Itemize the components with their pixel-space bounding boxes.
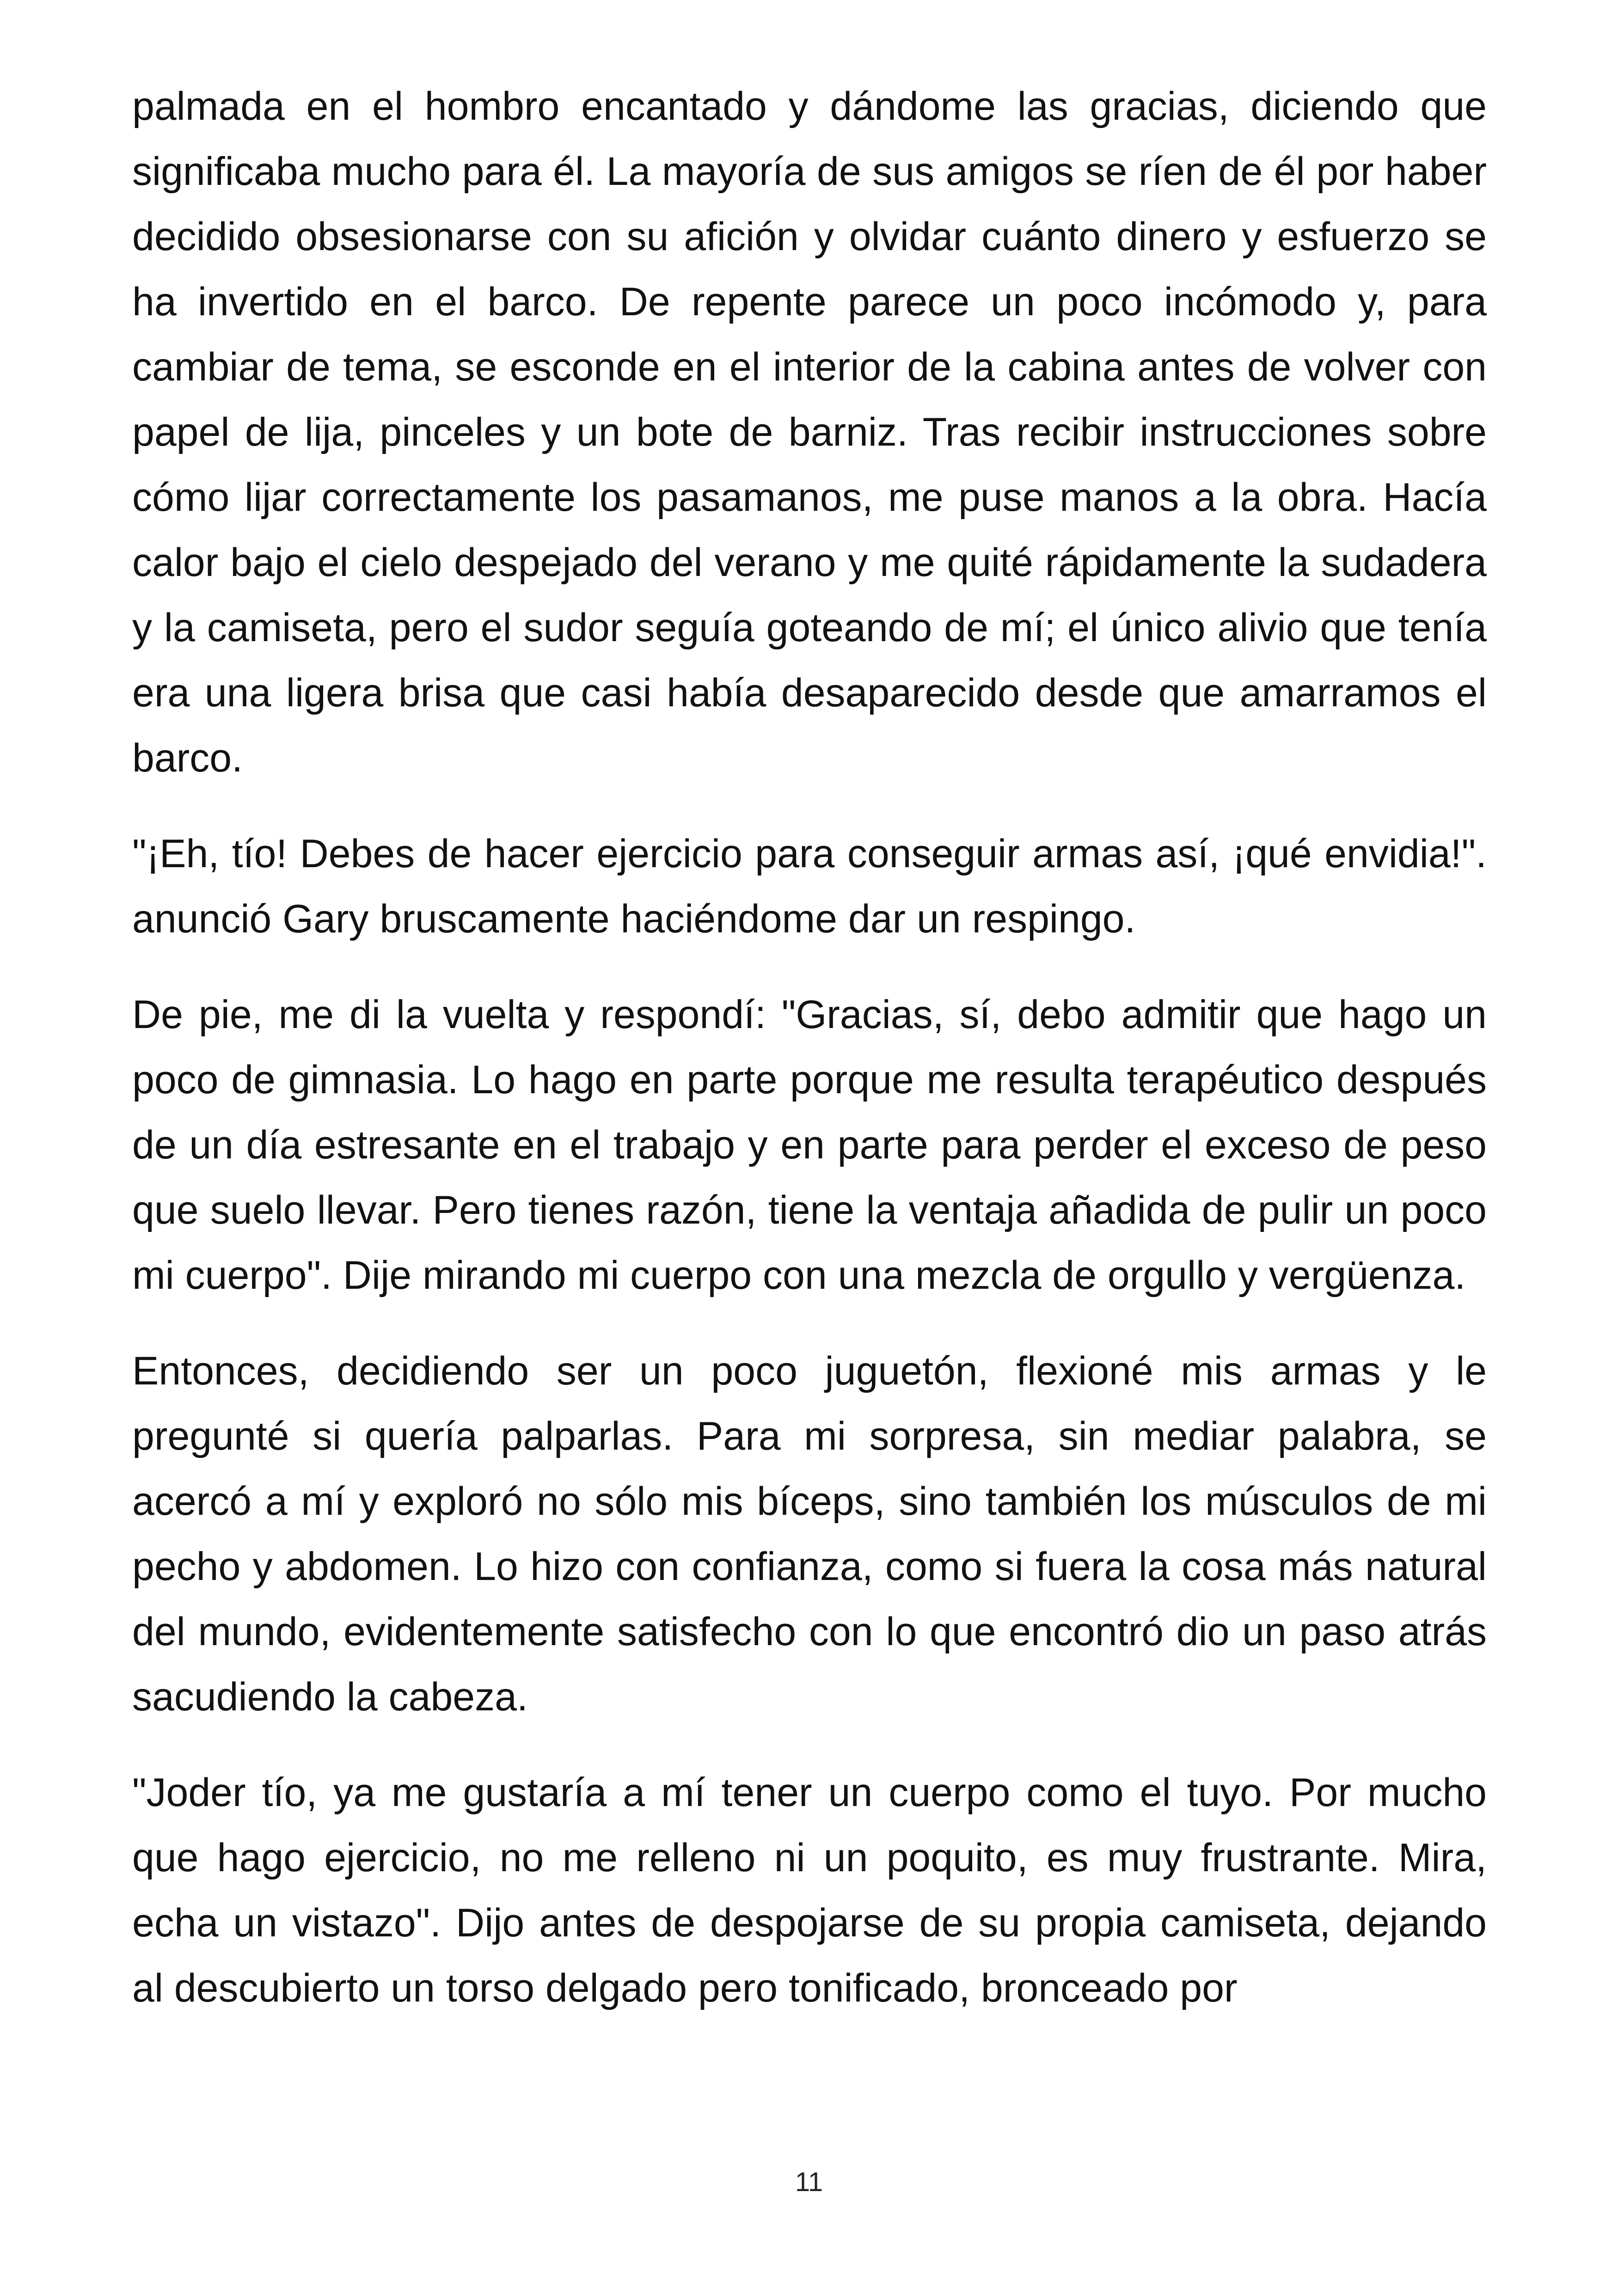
- page-number: 11: [795, 2167, 823, 2197]
- paragraph-5: "Joder tío, ya me gustaría a mí tener un cuerpo como el tuyo. Por mucho que hago ejercicio, no me relleno ni un poquito, es muy frustrante. Mira, echa un vistazo". Dijo antes de despojarse de su propia camiseta, dejando al descubierto un torso delgado pero tonificado, bronceado por: [132, 1770, 1487, 2010]
- paragraph-2: "¡Eh, tío! Debes de hacer ejercicio para conseguir armas así, ¡qué envidia!". anunció Gary bruscamente haciéndome dar un respingo.: [132, 832, 1487, 941]
- paragraph-4: Entonces, decidiendo ser un poco juguetón, flexioné mis armas y le pregunté si quería palparlas. Para mi sorpresa, sin mediar palabra, se acercó a mí y exploró no sólo mis bíceps, sino también los músculos de mi pecho y abdomen. Lo hizo con confianza, como si fuera la cosa más natural del mundo, evidentemente satisfecho con lo que encontró dio un paso atrás sacudiendo la cabeza.: [132, 1349, 1487, 1719]
- paragraph-1: palmada en el hombro encantado y dándome las gracias, diciendo que significaba mucho para él. La mayoría de sus amigos se ríen de él por haber decidido obsesionarse con su afición y olvidar cuánto dinero y esfuerzo se ha invertido en el barco. De repente parece un poco incómodo y, para cambiar de tema, se esconde en el interior de la cabina antes de volver con papel de lija, pinceles y un bote de barniz. Tras recibir instrucciones sobre cómo lijar correctamente los pasamanos, me puse manos a la obra. Hacía calor bajo el cielo despejado del verano y me quité rápidamente la sudadera y la camiseta, pero el sudor seguía goteando de mí; el único alivio que tenía era una ligera brisa que casi había desaparecido desde que amarramos el barco.: [132, 84, 1487, 780]
- body-text: [132, 74, 1487, 2051]
- paragraph-3: De pie, me di la vuelta y respondí: "Gracias, sí, debo admitir que hago un poco de gimnasia. Lo hago en parte porque me resulta terapéutico después de un día estresante en el trabajo y en parte para perder el exceso de peso que suelo llevar. Pero tienes razón, tiene la ventaja añadida de pulir un poco mi cuerpo". Dije mirando mi cuerpo con una mezcla de orgullo y vergüenza.: [132, 992, 1487, 1298]
